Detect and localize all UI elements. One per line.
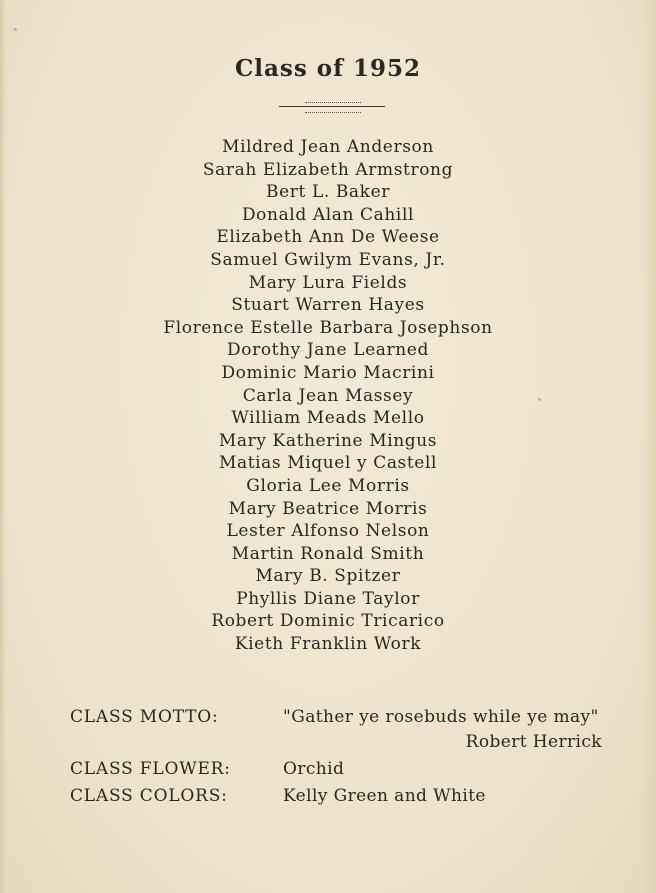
class-member: Sarah Elizabeth Armstrong [202,159,454,180]
class-member: Carla Jean Massey [242,385,414,406]
class-motto-author: Robert Herrick [465,732,602,752]
class-member: Kieth Franklin Work [234,634,422,655]
class-member: Phyllis Diane Taylor [236,588,420,609]
class-member: Gloria Lee Morris [246,475,410,496]
class-member: Stuart Warren Hayes [231,295,425,316]
class-member: Mary Katherine Mingus [218,430,438,451]
page-title: Class of 1952 [234,55,422,82]
class-flower-label: CLASS FLOWER: [70,759,231,779]
class-member: Lester Alfonso Nelson [226,521,430,542]
class-member: Elizabeth Ann De Weese [216,227,440,248]
class-motto-label: CLASS MOTTO: [70,707,219,727]
class-member: Bert L. Baker [266,182,390,203]
class-member: Robert Dominic Tricarico [211,611,445,632]
class-member: Mary Beatrice Morris [228,498,428,519]
class-member: Samuel Gwilym Evans, Jr. [210,249,446,270]
class-motto-value: "Gather ye rosebuds while ye may" [283,707,599,727]
class-member: Dorothy Jane Learned [227,340,429,361]
class-colors-label: CLASS COLORS: [70,786,228,806]
class-member: Mary B. Spitzer [255,566,401,587]
class-member: Dominic Mario Macrini [221,362,435,383]
class-member: Matias Miquel y Castell [218,453,438,474]
class-colors-value: Kelly Green and White [283,786,486,806]
class-member: Mildred Jean Anderson [222,137,434,157]
class-member: William Meads Mello [231,408,425,429]
class-member: Mary Lura Fields [248,272,408,293]
class-member: Martin Ronald Smith [231,543,425,564]
class-member: Donald Alan Cahill [241,204,415,225]
class-flower-value: Orchid [283,759,345,779]
class-member: Florence Estelle Barbara Josephson [163,317,493,338]
